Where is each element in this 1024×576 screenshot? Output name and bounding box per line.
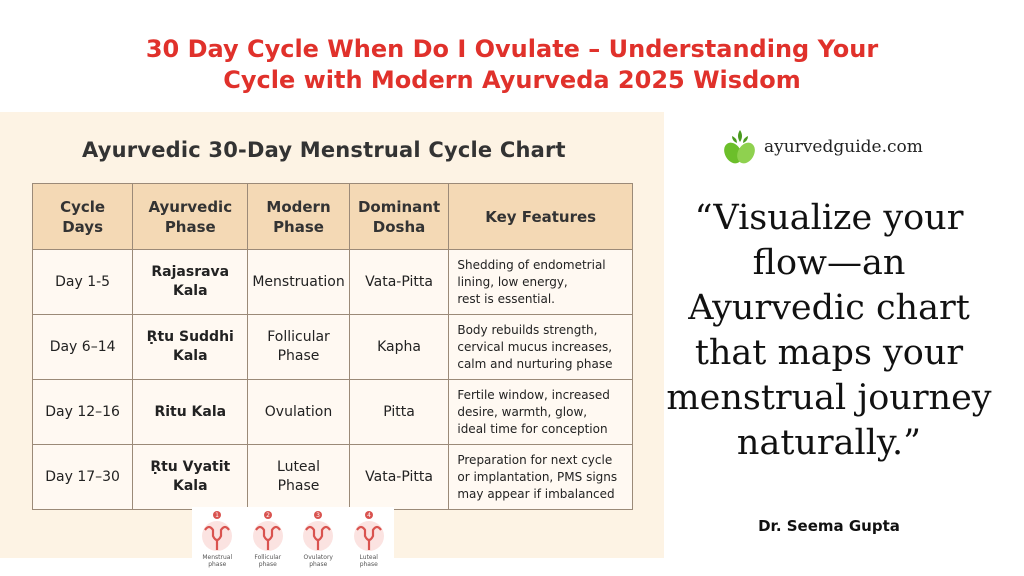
phase-icon-caption: Luteal phase (359, 554, 378, 568)
cell-features: Preparation for next cycle or implantation, PMS signs may appear if imbalanced (449, 445, 633, 510)
phase-icon-item (245, 510, 291, 568)
cell-days: Day 1-5 (33, 250, 133, 315)
quote-author: Dr. Seema Gupta (758, 517, 900, 535)
cell-ayurvedic-phase: Ṛtu Vyatit Kala (133, 445, 248, 510)
brand-name: ayurvedguide.com (764, 137, 923, 157)
leaf-logo-icon (722, 128, 758, 166)
table-row (33, 250, 633, 315)
svg-text:3: 3 (316, 512, 321, 519)
cell-features: Shedding of endometrial lining, low energy, rest is essential. (449, 250, 633, 315)
cell-ayurvedic-phase: Rajasrava Kala (133, 250, 248, 315)
cell-modern-phase: Menstruation (248, 250, 349, 315)
cell-modern-phase: Follicular Phase (248, 315, 349, 380)
uterus-icon (349, 510, 389, 554)
table-row (33, 315, 633, 380)
header-ayurvedic-phase: Ayurvedic Phase (133, 184, 248, 250)
cell-features: Fertile window, increased desire, warmth, glow, ideal time for conception (449, 380, 633, 445)
cycle-table (32, 183, 633, 510)
header-dominant-dosha: Dominant Dosha (349, 184, 449, 250)
cell-dosha: Pitta (349, 380, 449, 445)
header-cycle-days: Cycle Days (33, 184, 133, 250)
cell-dosha: Vata-Pitta (349, 445, 449, 510)
cell-days: Day 12–16 (33, 380, 133, 445)
cell-days: Day 6–14 (33, 315, 133, 380)
svg-text:4: 4 (366, 512, 371, 519)
cell-dosha: Vata-Pitta (349, 250, 449, 315)
uterus-icon (298, 510, 338, 554)
phase-icon-caption: Menstrual phase (202, 554, 233, 568)
phase-icon-item (295, 510, 341, 568)
quote-text: “Visualize your flow—an Ayurvedic chart that maps your menstrual journey naturally.” (666, 198, 992, 463)
uterus-icon (248, 510, 288, 554)
phase-icon-caption: Ovulatory phase (303, 554, 333, 568)
table-row (33, 380, 633, 445)
table-row (33, 445, 633, 510)
header-key-features: Key Features (449, 184, 633, 250)
cell-days: Day 17–30 (33, 445, 133, 510)
cell-modern-phase: Luteal Phase (248, 445, 349, 510)
page-headline: 30 Day Cycle When Do I Ovulate – Understanding Your Cycle with Modern Ayurveda 2025 Wisdom (145, 35, 879, 94)
chart-title: Ayurvedic 30-Day Menstrual Cycle Chart (82, 138, 566, 162)
table-header-row (33, 184, 633, 250)
phase-icon-caption: Follicular phase (254, 554, 282, 568)
cell-features: Body rebuilds strength, cervical mucus increases, calm and nurturing phase (449, 315, 633, 380)
phase-icon-item (194, 510, 240, 568)
cell-dosha: Kapha (349, 315, 449, 380)
cell-ayurvedic-phase: Ṛtu Suddhi Kala (133, 315, 248, 380)
svg-text:1: 1 (215, 512, 220, 519)
svg-text:2: 2 (265, 512, 270, 519)
cell-modern-phase: Ovulation (248, 380, 349, 445)
brand-logo (722, 128, 923, 166)
uterus-icon (197, 510, 237, 554)
header-modern-phase: Modern Phase (248, 184, 349, 250)
phase-icon-item (346, 510, 392, 568)
cell-ayurvedic-phase: Ritu Kala (133, 380, 248, 445)
phase-icons-strip (192, 507, 394, 576)
